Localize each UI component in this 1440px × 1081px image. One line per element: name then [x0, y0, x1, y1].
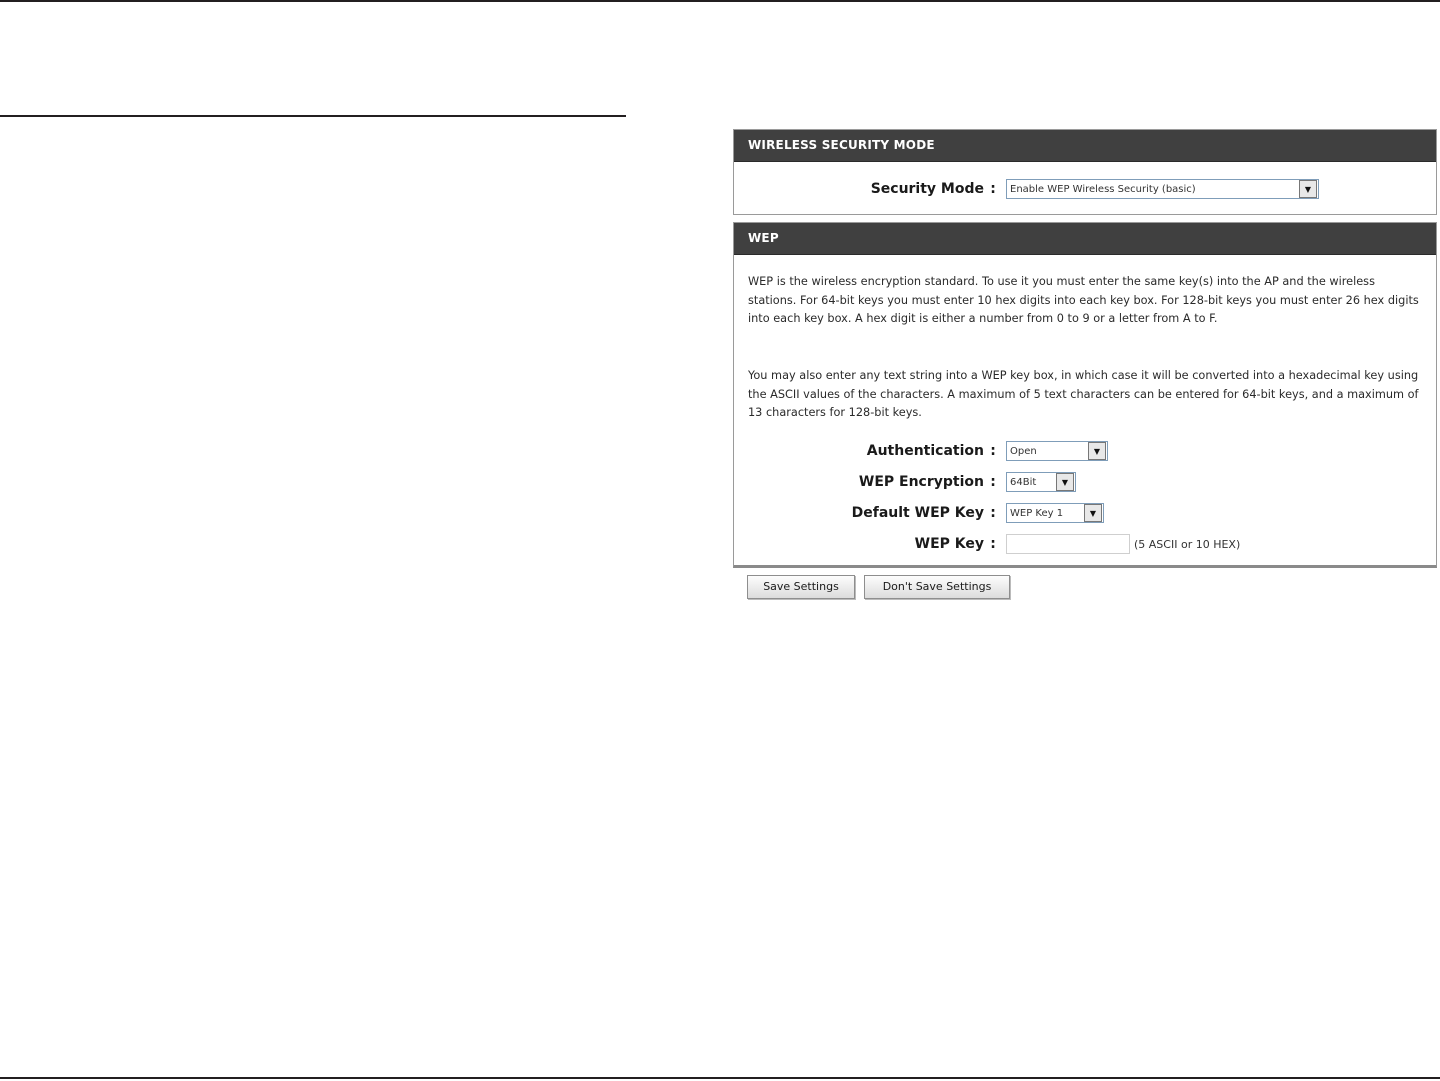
section-rule: [0, 115, 626, 117]
save-settings-button[interactable]: Save Settings: [747, 575, 855, 599]
colon: :: [990, 536, 996, 552]
chevron-down-icon: ▼: [1088, 442, 1106, 460]
colon: :: [990, 505, 996, 521]
authentication-select[interactable]: [1006, 441, 1108, 461]
chevron-down-icon: ▼: [1299, 180, 1317, 198]
wep-encryption-row: [734, 470, 1076, 494]
colon: :: [990, 181, 996, 197]
dont-save-settings-button[interactable]: Don't Save Settings: [864, 575, 1010, 599]
panel-header-wep: WEP: [734, 223, 1436, 255]
wireless-security-mode-panel: [733, 129, 1437, 215]
default-wep-key-label: Default WEP Key: [851, 505, 984, 521]
security-mode-row: [734, 177, 1319, 201]
wep-encryption-select-value: 64Bit: [1010, 476, 1037, 488]
colon: :: [990, 443, 996, 459]
wep-encryption-select[interactable]: [1006, 472, 1076, 492]
wep-key-input[interactable]: [1006, 534, 1130, 554]
panel-header-security-mode: WIRELESS SECURITY MODE: [734, 130, 1436, 162]
authentication-row: [734, 439, 1108, 463]
wep-description-paragraph-1: WEP is the wireless encryption standard. To use it you must enter the same key(s) into the AP and the wireless stations. For 64-bit keys you must enter 10 hex digits into each key box. For 128-bit keys you must enter 26 hex digits into each key box. A hex digit is either a number from 0 to 9 or a letter from A to F.: [748, 275, 1419, 325]
wep-panel: [733, 222, 1437, 568]
authentication-label: Authentication: [866, 443, 984, 459]
wep-encryption-label: WEP Encryption: [858, 474, 984, 490]
top-rule: [0, 0, 1440, 2]
default-wep-key-row: [734, 501, 1104, 525]
wep-key-row: [734, 532, 1240, 556]
authentication-select-value: Open: [1010, 445, 1037, 457]
bottom-rule: [0, 1077, 1440, 1079]
security-mode-select-value: Enable WEP Wireless Security (basic): [1010, 183, 1196, 195]
wep-description-paragraph-2: You may also enter any text string into a WEP key box, in which case it will be converted into a hexadecimal key using the ASCII values of the characters. A maximum of 5 text characters can be entered for 64-bit keys, and a maximum of 13 characters for 128-bit keys.: [748, 369, 1419, 419]
security-mode-select[interactable]: [1006, 179, 1319, 199]
chevron-down-icon: ▼: [1084, 504, 1102, 522]
chevron-down-icon: ▼: [1056, 473, 1074, 491]
wep-key-label: WEP Key: [914, 536, 984, 552]
wep-key-hint: (5 ASCII or 10 HEX): [1134, 537, 1241, 551]
default-wep-key-select-value: WEP Key 1: [1010, 507, 1064, 519]
default-wep-key-select[interactable]: [1006, 503, 1104, 523]
security-mode-label: Security Mode: [870, 181, 984, 197]
colon: :: [990, 474, 996, 490]
